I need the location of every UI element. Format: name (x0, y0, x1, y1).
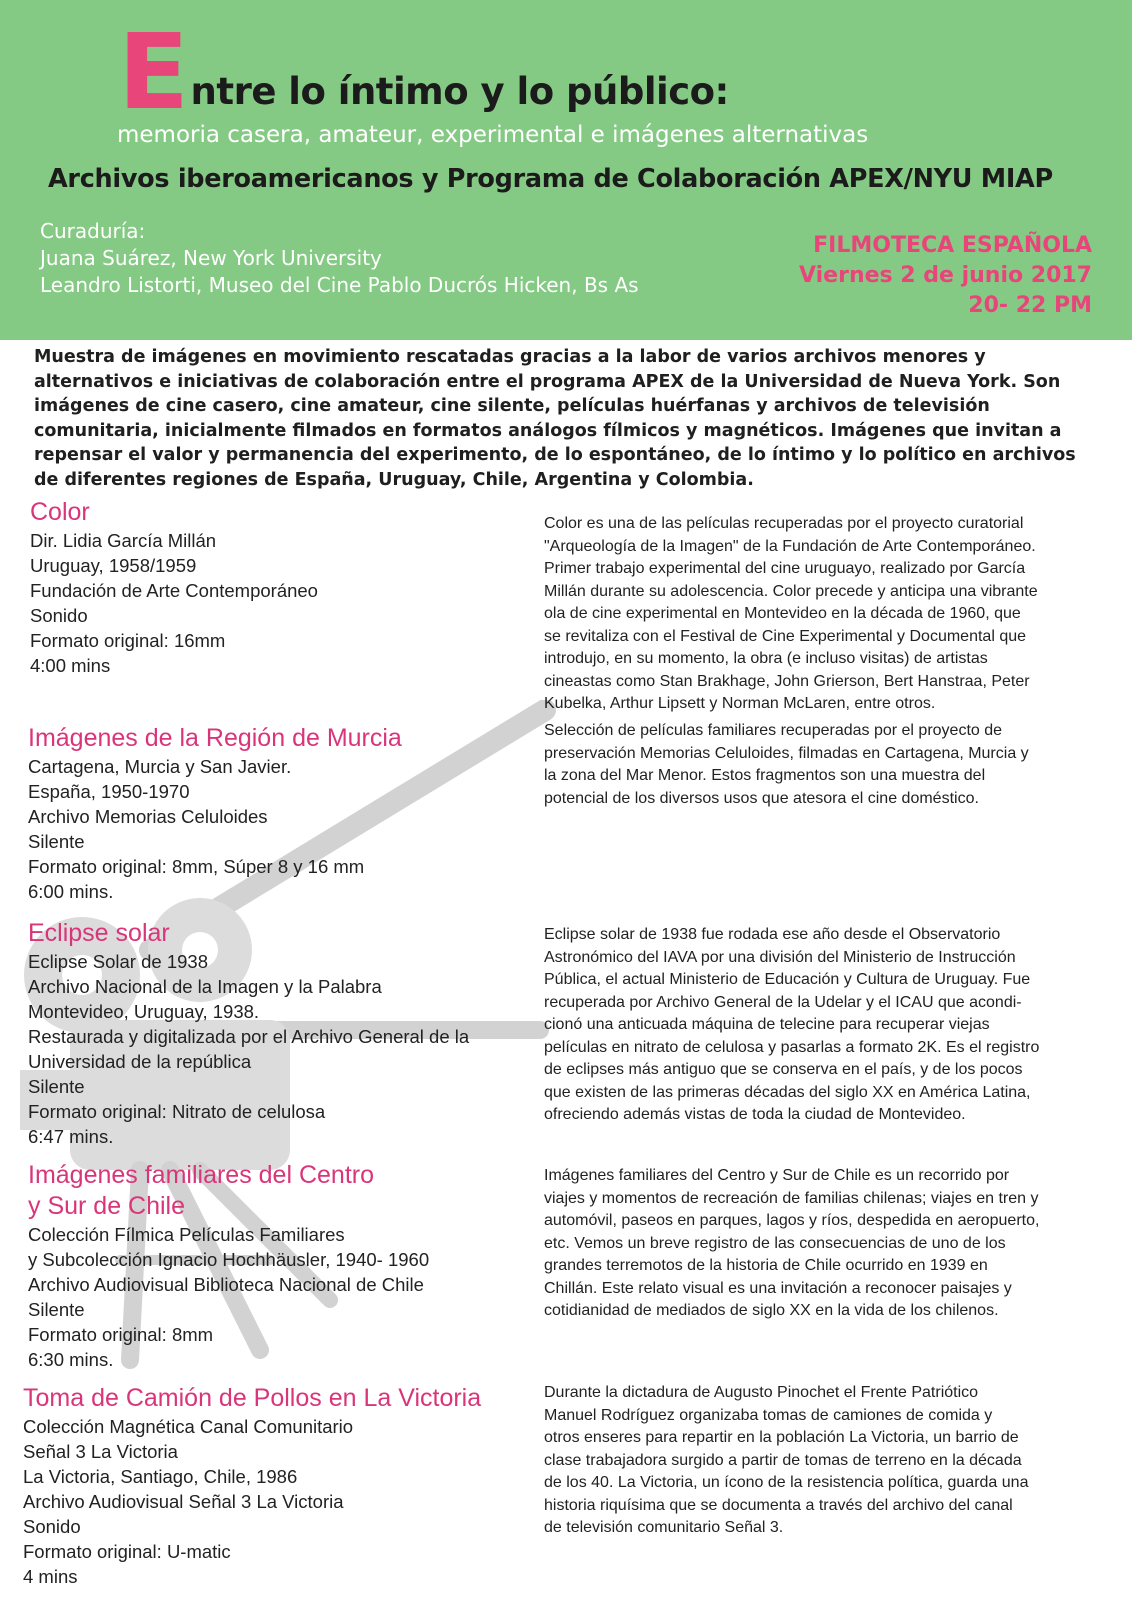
venue-name: FILMOTECA ESPAÑOLA (813, 233, 1092, 258)
film-la-victoria (23, 1383, 481, 1589)
curator-2: Leandro Listorti, Museo del Cine Pablo Ducrós Hicken, Bs As (40, 273, 639, 297)
film-meta-sound: Sonido (30, 605, 88, 626)
desc-line: cionó una anticuada máquina de telecine para recuperar viejas (544, 1016, 990, 1033)
film-meta-format: Formato original: 8mm, Súper 8 y 16 mm (28, 856, 365, 877)
desc-line: ofreciendo además vistas de toda la ciudad de Montevideo. (544, 1106, 966, 1123)
film-title-line-2: y Sur de Chile (28, 1192, 186, 1220)
event-date: Viernes 2 de junio 2017 (799, 263, 1092, 288)
desc-line: Chillán. Este relato visual es una invitación a reconocer paisajes y (544, 1279, 1012, 1297)
desc-line: Millán durante su adolescencia. Color precede y anticipa una vibrante (544, 582, 1038, 600)
desc-line: viajes y momentos de recreación de familias chilenas; viajes en tren y (544, 1189, 1039, 1207)
film-description-murcia (544, 720, 1104, 810)
film-title: Imágenes de la Región de Murcia (28, 724, 402, 752)
title-initial-letter: E (118, 11, 189, 133)
film-description-la-victoria (544, 1382, 1104, 1540)
film-title: Eclipse solar (28, 919, 170, 947)
desc-line: grandes terremotos de la historia de Chile ocurrido en 1939 en (544, 1257, 988, 1274)
film-meta-archive: Fundación de Arte Contemporáneo (30, 580, 318, 601)
desc-line: Kubelka, Arthur Lipsett y Norman McLaren, entre otros. (544, 695, 936, 712)
film-meta-origin: Cartagena, Murcia y San Javier. (28, 756, 292, 777)
title-text: ntre lo íntimo y lo público: (190, 70, 729, 113)
desc-line: de televisión comunitario Señal 3. (544, 1519, 784, 1536)
film-meta-origin: Uruguay, 1958/1959 (30, 555, 197, 576)
program-title: Archivos iberoamericanos y Programa de Colaboración APEX/NYU MIAP (48, 164, 1053, 194)
film-description-color (544, 513, 1104, 716)
event-time: 20- 22 PM (968, 293, 1092, 318)
film-meta-format: Formato original: 8mm (28, 1324, 214, 1345)
desc-line: "Arqueología de la Imagen" de la Fundación de Arte Contemporáneo. (544, 537, 1036, 555)
film-meta-archive: Archivo Audiovisual Señal 3 La Victoria (23, 1491, 344, 1512)
film-title: Color (30, 498, 90, 526)
film-meta-sound: Silente (28, 1076, 85, 1097)
curators-label: Curaduría: (40, 219, 146, 243)
film-meta-duration: 4 mins (23, 1566, 78, 1587)
film-meta-archive: Archivo Memorias Celuloides (28, 806, 268, 827)
film-eclipse (28, 918, 469, 1149)
desc-line: recuperada por Archivo General de la Udelar y el ICAU que acondi- (544, 993, 1022, 1011)
desc-line: Color es una de las películas recuperadas por el proyecto curatorial (544, 515, 1024, 532)
desc-line: introdujo, en su momento, la obra (e incluso visitas) de artistas (544, 650, 988, 667)
desc-line: la zona del Mar Menor. Estos fragmentos son una muestra del (544, 767, 986, 784)
desc-line: películas en nitrato de celulosa y pasarlas a formato 2K. Es el registro (544, 1038, 1040, 1056)
desc-line: de los 40. La Victoria, un ícono de la resistencia política, guarda una (544, 1474, 1029, 1491)
desc-line: otros enseres para repartir en la población La Victoria, un barrio de (544, 1429, 1019, 1446)
desc-line: Selección de películas familiares recuperadas por el proyecto de (544, 722, 1003, 739)
desc-line: Manuel Rodríguez organizaba tomas de camiones de comida y (544, 1406, 993, 1424)
film-meta-format: Formato original: U-matic (23, 1541, 231, 1562)
film-meta-format: Formato original: 16mm (30, 630, 226, 651)
desc-line: etc. Vemos un breve registro de las consecuencias de uno de los (544, 1234, 1006, 1252)
film-meta-director: Dir. Lidia García Millán (30, 530, 217, 551)
film-meta-sound: Silente (28, 831, 85, 852)
curator-1: Juana Suárez, New York University (40, 246, 382, 270)
intro-paragraph: Muestra de imágenes en movimiento rescatadas gracias a la labor de varios archivos menores y alternativos e iniciativas de colaboración entre el programa APEX de la Universidad de Nueva York. Son imágenes de cine casero, cine amateur, cine silente, películas huérfanas y archivos de televisión comunitaria, inicialmente filmados en formatos análogos fílmicos y magnéticos. Imágenes que invitan a repensar el valor y permanencia del experimento, de lo espontáneo, de lo íntimo y lo político en archivos de diferentes regiones de España, Uruguay, Chile, Argentina y Colombia. (34, 347, 1076, 490)
film-title-line-1: Imágenes familiares del Centro (28, 1161, 374, 1189)
desc-line: automóvil, paseos en parques, lagos y ríos, despedida en aeropuerto, (544, 1212, 1040, 1229)
film-meta-collection: Colección Fílmica Películas Familiares (28, 1224, 345, 1245)
film-meta-duration: 6:00 mins. (28, 881, 114, 902)
film-meta-format: Formato original: Nitrato de celulosa (28, 1101, 326, 1122)
subtitle: memoria casera, amateur, experimental e imágenes alternativas (117, 122, 869, 148)
film-meta-subcollection: y Subcolección Ignacio Hochhäusler, 1940- 1960 (28, 1249, 430, 1270)
desc-line: historia riquísima que se documenta a través del archivo del canal (544, 1496, 1013, 1514)
desc-line: Primer trabajo experimental del cine uruguayo, realizado por García (544, 560, 1026, 577)
desc-line: Durante la dictadura de Augusto Pinochet el Frente Patriótico (544, 1384, 979, 1401)
film-meta-duration: 6:47 mins. (28, 1126, 114, 1147)
film-meta-restoration-2: Universidad de la república (28, 1051, 252, 1072)
film-meta-origin: Montevideo, Uruguay, 1938. (28, 1001, 260, 1022)
desc-line: Pública, el actual Ministerio de Educación y Cultura de Uruguay. Fue (544, 971, 1031, 988)
desc-line: que existen de las primeras décadas del siglo XX en América Latina, (544, 1083, 1031, 1101)
curators (40, 218, 639, 299)
desc-line: cineastas como Stan Brakhage, John Grierson, Bert Hanstraa, Peter (544, 672, 1030, 690)
desc-line: se revitaliza con el Festival de Cine Experimental y Documental que (544, 627, 1027, 645)
desc-line: Eclipse solar de 1938 fue rodada ese año desde el Observatorio (544, 926, 1001, 943)
film-description-chile (544, 1165, 1104, 1323)
desc-line: preservación Memorias Celuloides, filmadas en Cartagena, Murcia y (544, 744, 1029, 762)
film-description-eclipse (544, 924, 1104, 1127)
main-title (118, 11, 729, 133)
film-murcia (28, 723, 402, 904)
film-chile-families (28, 1160, 429, 1372)
header-banner (0, 0, 1132, 340)
film-color (30, 497, 318, 678)
desc-line: Astronómico del IAVA por una división del Ministerio de Instrucción (544, 948, 1016, 966)
film-title: Toma de Camión de Pollos en La Victoria (23, 1384, 482, 1412)
film-meta-collection-2: Señal 3 La Victoria (23, 1441, 178, 1462)
film-meta-duration: 4:00 mins (30, 655, 111, 676)
film-meta-archive: Archivo Nacional de la Imagen y la Palabra (28, 976, 382, 997)
desc-line: de eclipses más antiguo que se conserva en el país, y de los pocos (544, 1061, 1023, 1078)
film-meta-sound: Silente (28, 1299, 85, 1320)
desc-line: Imágenes familiares del Centro y Sur de Chile es un recorrido por (544, 1167, 1010, 1184)
film-meta-sound: Sonido (23, 1516, 81, 1537)
film-meta-archive: Archivo Audiovisual Biblioteca Nacional de Chile (28, 1274, 424, 1295)
venue-info (799, 231, 1092, 321)
film-meta-duration: 6:30 mins. (28, 1349, 114, 1370)
film-meta-origin: La Victoria, Santiago, Chile, 1986 (23, 1466, 298, 1487)
desc-line: clase trabajadora surgido a partir de tomas de terreno en la década (544, 1451, 1022, 1469)
film-meta-restoration: Restaurada y digitalizada por el Archivo General de la (28, 1026, 470, 1047)
desc-line: ola de cine experimental en Montevideo en la década de 1960, que (544, 605, 1021, 622)
desc-line: cotidianidad de mediados de siglo XX en la vida de los chilenos. (544, 1302, 999, 1319)
film-meta-collection: Colección Magnética Canal Comunitario (23, 1416, 354, 1437)
desc-line: potencial de los diversos usos que atesora el cine doméstico. (544, 789, 979, 807)
film-meta-country: España, 1950-1970 (28, 781, 190, 802)
film-meta-title: Eclipse Solar de 1938 (28, 951, 208, 972)
